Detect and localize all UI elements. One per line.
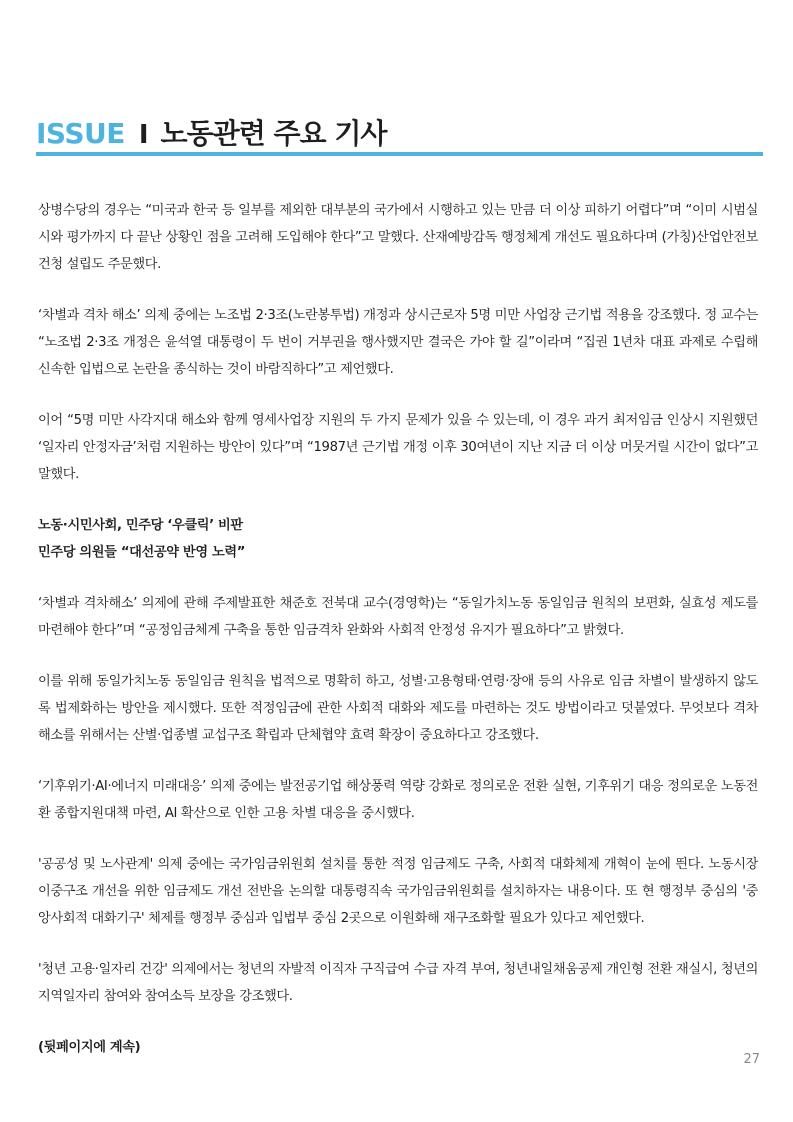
title-row — [36, 112, 763, 152]
paragraph-6: ‘기후위기·AI·에너지 미래대응’ 의제 중에는 발전공기업 해상풍력 역량 강화로 정의로운 전환 실현, 기후위기 대응 정의로운 노동전환 종합지원대책 마련, AI 확산으로 인한 고용 차별 대응을 중시했다. — [38, 779, 758, 821]
header-rule — [36, 152, 763, 156]
paragraph-8: '청년 고용·일자리 건강' 의제에서는 청년의 자발적 이직자 구직급여 수급 자격 부여, 청년내일채움공제 개인형 전환 재실시, 청년의 지역일자리 참여와 참여소득 보장을 강조했다. — [38, 962, 758, 1004]
paragraph-1: 상병수당의 경우는 “미국과 한국 등 일부를 제외한 대부분의 국가에서 시행하고 있는 만큼 더 이상 피하기 어렵다”며 “이미 시범실시와 평가까지 다 끝난 상황인 점을 고려해 도입해야 한다”고 말했다. 산재예방감독 행정체계 개선도 필요하다며 (가칭)산업안전보건청 설립도 주문했다. — [38, 203, 758, 272]
subheading-line-2: 민주당 의원들 “대선공약 반영 노력” — [38, 545, 246, 560]
issue-label: ISSUE — [36, 117, 125, 150]
page-title: 노동관련 주요 기사 — [160, 117, 387, 150]
page-header — [36, 112, 763, 152]
subheading — [38, 512, 758, 566]
paragraph-3: 이어 “5명 미만 사각지대 해소와 함께 영세사업장 지원의 두 가지 문제가 있을 수 있는데, 이 경우 과거 최저임금 인상시 지원했던 ‘일자리 안정자금’처럼 지원하는 방안이 있다”며 “1987년 근기법 개정 이후 30여년이 지난 지금 더 이상 머뭇거릴 시간이 없다”고 말했다. — [38, 413, 758, 482]
paragraph-4: ‘차별과 격차해소’ 의제에 관해 주제발표한 채준호 전북대 교수(경영학)는 “동일가치노동 동일임금 원칙의 보편화, 실효성 제도를 마련해야 한다”며 “공정임금체계 구축을 통한 임금격차 완화와 사회적 안정성 유지가 필요하다”고 밝혔다. — [38, 596, 758, 638]
subheading-line-1: 노동·시민사회, 민주당 ‘우클릭’ 비판 — [38, 518, 243, 533]
page-number: 27 — [743, 1052, 760, 1067]
paragraph-7: '공공성 및 노사관계' 의제 중에는 국가임금위원회 설치를 통한 적정 임금제도 구축, 사회적 대화체제 개혁이 눈에 띈다. 노동시장 이중구조 개선을 위한 임금제도 개선 전반을 논의할 대통령직속 국가임금위원회를 설치하자는 내용이다. 또 현 행정부 중심의 '중앙사회적 대화기구' 체제를 행정부 중심과 입법부 중심 2곳으로 이원화해 재구조화할 필요가 있다고 제언했다. — [38, 857, 758, 926]
continued-note: (뒷페이지에 계속) — [38, 1040, 141, 1055]
title-separator: I — [138, 120, 149, 150]
paragraph-2: ‘차별과 격차 해소’ 의제 중에는 노조법 2·3조(노란봉투법) 개정과 상시근로자 5명 미만 사업장 근기법 적용을 강조했다. 정 교수는 “노조법 2·3조 개정은 윤석열 대통령이 두 번이 거부권을 행사했지만 결국은 가야 할 길”이라며 “집권 1년차 대표 과제로 수립해 신속한 입법으로 논란을 종식하는 것이 바람직하다”고 제언했다. — [38, 308, 758, 377]
paragraph-5: 이를 위해 동일가치노동 동일임금 원칙을 법적으로 명확히 하고, 성별·고용형태·연령·장애 등의 사유로 임금 차별이 발생하지 않도록 법제화하는 방안을 제시했다. 또한 적정임금에 관한 사회적 대화와 제도를 마련하는 것도 방법이라고 덧붙였다. 무엇보다 격차해소를 위해서는 산별·업종별 교섭구조 확립과 단체협약 효력 확장이 중요하다고 강조했다. — [38, 674, 758, 743]
article-body — [38, 197, 758, 1061]
